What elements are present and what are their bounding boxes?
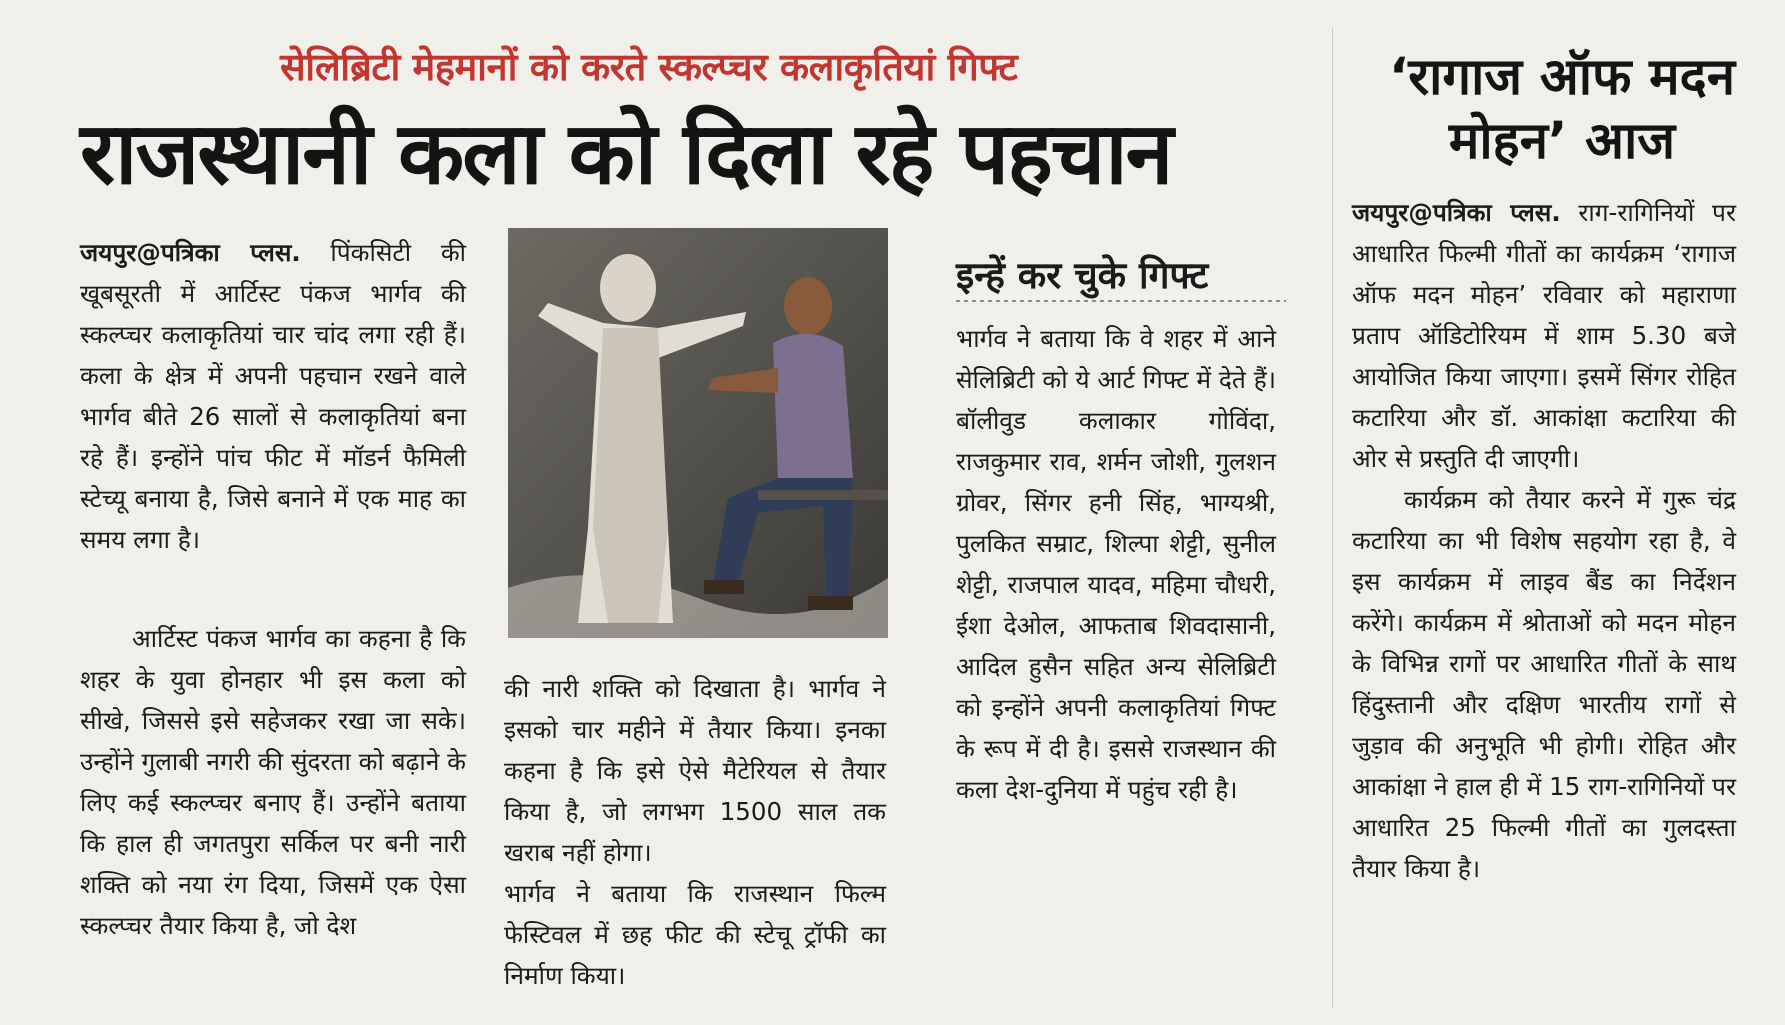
article-dateline: जयपुर@पत्रिका प्लस. [80,238,301,267]
side-paragraph-1-text: राग-रागिनियों पर आधारित फिल्मी गीतों का कार्यक्रम ‘रागाज ऑफ मदन मोहन’ रविवार को महाराणा प्रताप ऑडिटोरियम में शाम 5.30 बजे आयोजित किया जाएगा। इसमें सिंगर रोहित कटारिया और डॉ. आकांक्षा कटारिया की ओर से प्रस्तुति दी जाएगी। [1352,198,1736,473]
article-column-3 [956,318,1276,810]
article-column-1 [80,232,466,560]
subheading-rule [956,300,1286,302]
work-stool [758,490,888,500]
article-kicker: सेलिब्रिटी मेहमानों को करते स्कल्प्चर कलाकृतियां गिफ्ट [280,45,1018,89]
column-divider [1332,28,1333,1008]
side-paragraph-2: कार्यक्रम को तैयार करने में गुरू चंद्र कटारिया का भी विशेष सहयोग रहा है, वे इस कार्यक्रम में लाइव बैंड का निर्देशन करेंगे। कार्यक्रम में श्रोताओं को मदन मोहन के विभिन्न रागों पर आधारित गीतों के साथ हिंदुस्तानी और दक्षिण भारतीय रागों से जुड़ाव की अनुभूति भी होगी। रोहित और आकांक्षा ने हाल ही में 15 राग-रागिनियों पर आधारित 25 फिल्मी गीतों का गुलदस्ता तैयार किया है। [1352,485,1736,883]
article-paragraph-3: की नारी शक्ति को दिखाता है। भार्गव ने इसको चार महीने में तैयार किया। इनका कहना है कि इसे ऐसे मैटेरियल से तैयार किया है, जो लगभग 1500 साल तक खराब नहीं होगा। [504,674,886,867]
side-paragraph-1 [1352,192,1736,479]
side-story-title: ‘रागाज ऑफ मदन मोहन’ आज [1388,48,1736,171]
gift-subheading: इन्हें कर चुके गिफ्ट [956,254,1209,297]
article-paragraph-5: भार्गव ने बताया कि वे शहर में आने सेलिब्रिटी को ये आर्ट गिफ्ट में देते हैं। बॉलीवुड कलाकार गोविंदा, राजकुमार राव, शर्मन जोशी, गुलशन ग्रोवर, सिंगर हनी सिंह, भाग्यश्री, पुलकित सम्राट, शिल्पा शेट्टी, सुनील शेट्टी, राजपाल यादव, महिमा चौधरी, ईशा देओल, आफताब शिवदासानी, आदिल हुसैन सहित अन्य सेलिब्रिटी को इन्होंने अपनी कलाकृतियां गिफ्ट के रूप में दी है। इससे राजस्थान की कला देश-दुनिया में पहुंच रही है। [956,324,1276,804]
article-paragraph-1-text: पिंकसिटी की खूबसूरती में आर्टिस्ट पंकज भार्गव की स्कल्प्चर कलाकृतियां चार चांद लगा रही हैं। कला के क्षेत्र में अपनी पहचान रखने वाले भार्गव बीते 26 सालों से कलाकृतियां बना रहे हैं। इन्होंने पांच फीट में मॉडर्न फैमिली स्टेच्यू बनाया है, जिसे बनाने में एक माह का समय लगा है। [80,238,466,554]
article-paragraph-1 [80,232,466,560]
article-headline: राजस्थानी कला को दिला रहे पहचान [80,104,1172,204]
sculptor-photo [508,228,888,638]
article-paragraph-4: भार्गव ने बताया कि राजस्थान फिल्म फेस्टिवल में छह फीट की स्टेचू ट्रॉफी का निर्माण किया। [504,879,886,990]
side-dateline: जयपुर@पत्रिका प्लस. [1352,198,1561,227]
article-column-1-continued [80,618,466,946]
sculptor-photo-image [508,228,888,638]
article-column-2 [504,668,886,996]
article-paragraph-2: आर्टिस्ट पंकज भार्गव का कहना है कि शहर के युवा होनहार भी इस कला को सीखे, जिससे इसे सहेजकर रखा जा सके। उन्होंने गुलाबी नगरी की सुंदरता को बढ़ाने के लिए कई स्कल्प्चर बनाए हैं। उन्होंने बताया कि हाल ही जगतपुरा सर्किल पर बनी नारी शक्ति को नया रंग दिया, जिसमें एक ऐसा स्कल्प्चर तैयार किया है, जो देश [80,624,466,940]
side-story-column [1352,192,1736,889]
